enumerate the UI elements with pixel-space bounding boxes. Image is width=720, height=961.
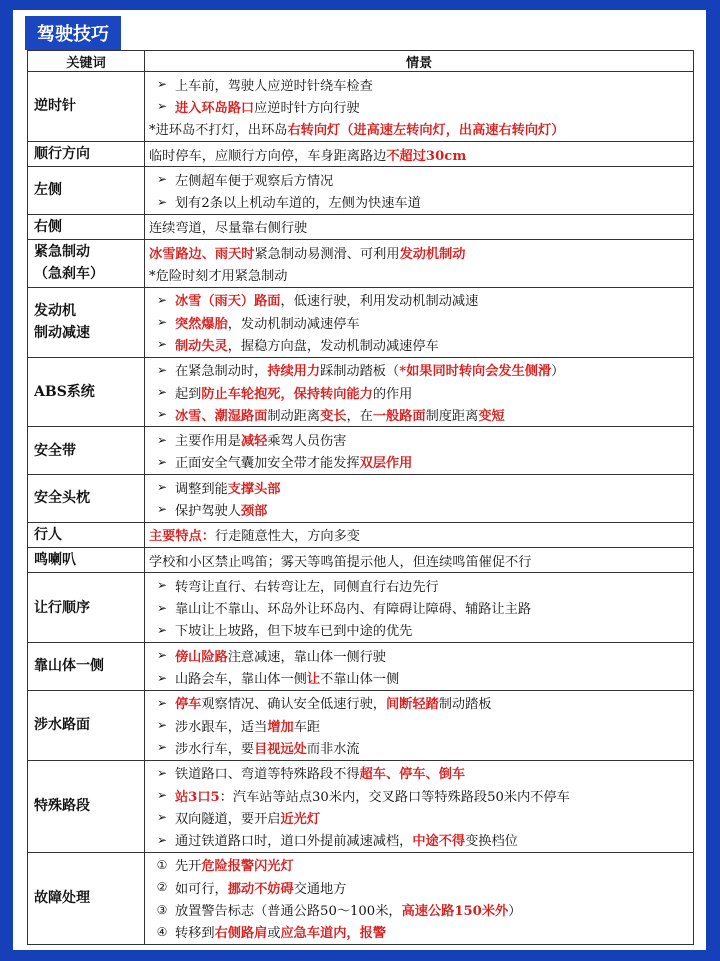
highlight-text: 间断轻踏 — [386, 697, 439, 713]
body-text: 转移到 — [175, 926, 215, 942]
keyword-cell — [28, 357, 145, 427]
scenario-cell — [145, 141, 694, 166]
body-text: 起到 — [175, 386, 202, 402]
scenario-line — [149, 762, 689, 784]
scenario-line — [149, 216, 689, 238]
keyword-label: 逆时针 — [34, 98, 76, 115]
highlight-text: 防止车轮抱死，保持转向能力 — [201, 386, 373, 402]
keyword-label: 故障处理 — [34, 890, 90, 907]
scenario-line — [149, 428, 689, 450]
body-text: 交通地方 — [293, 881, 347, 897]
body-text: 制动踏板 — [438, 697, 492, 713]
body-text: 主要作用是 — [175, 434, 241, 450]
scenario-line — [149, 498, 689, 520]
table-row — [28, 214, 694, 239]
arrow-bullet-icon: ➢ — [156, 670, 168, 685]
keyword-label: 左侧 — [34, 182, 62, 199]
section-title: 驾驶技巧 — [25, 16, 121, 50]
body-text: 保护驾驶人 — [175, 503, 241, 519]
highlight-text: 超车、停车、倒车 — [359, 767, 466, 783]
body-text: ，在 — [346, 408, 373, 424]
highlight-text: 冰雪路边、雨天时 — [149, 246, 255, 262]
scenario-line — [149, 806, 689, 828]
scenario-line — [149, 736, 689, 758]
scenario-line — [149, 476, 689, 498]
arrow-bullet-icon: ➢ — [156, 407, 168, 422]
highlight-text: 双层作用 — [359, 456, 413, 472]
keyword-label: 鸣喇叭 — [34, 552, 76, 569]
scenario-line — [149, 714, 689, 736]
body-text: 山路会车，靠山体一侧 — [175, 672, 307, 688]
scenario-cell — [145, 240, 694, 288]
number-marker: ① — [156, 857, 168, 872]
keyword-cell — [28, 214, 145, 239]
header-scenario: 情景 — [145, 51, 694, 72]
number-marker: ② — [156, 880, 168, 895]
body-text: ） — [551, 364, 565, 380]
keyword-label: 行人 — [34, 526, 62, 543]
highlight-text: 应急车道内，报警 — [280, 926, 386, 942]
highlight-text: 目视远处 — [254, 741, 307, 757]
highlight-text: 冰雪（雨天）路面 — [175, 294, 281, 310]
body-text: 的作用 — [372, 386, 413, 402]
body-text: 临时停车，应顺行方向停，车身距离路边 — [149, 148, 387, 164]
scenario-line — [149, 311, 689, 333]
highlight-text: 中途不得 — [412, 834, 466, 850]
scenario-line — [149, 73, 689, 95]
body-text: 划有2条以上机动车道的，左侧为快速车道 — [175, 196, 421, 212]
arrow-bullet-icon: ➢ — [156, 337, 168, 352]
body-text: 踩制动踏板（ — [320, 364, 400, 380]
body-text: 连续弯道，尽量靠右侧行驶 — [149, 221, 308, 237]
body-text: ：汽车站等站点30米内，交叉路口等特殊路段50米内不停车 — [219, 789, 570, 805]
highlight-text: 同时转向会发生侧滑 — [432, 364, 552, 380]
body-text: ，握稳方向盘，发动机制动减速停车 — [227, 338, 439, 354]
highlight-text: 危险报警闪光灯 — [201, 859, 294, 875]
body-text: 紧急制动易测滑、可利用 — [254, 246, 400, 262]
scenario-line — [149, 854, 689, 876]
scenario-cell — [145, 475, 694, 523]
highlight-text: 近光灯 — [280, 811, 321, 827]
keyword-cell — [28, 427, 145, 475]
keyword-label: 涉水路面 — [34, 717, 90, 734]
keyword-cell — [28, 141, 145, 166]
body-text: 乘驾人员伤害 — [267, 434, 347, 450]
scenario-cell — [145, 167, 694, 215]
scenario-cell — [145, 643, 694, 691]
arrow-bullet-icon: ➢ — [156, 622, 168, 637]
table-row — [28, 522, 694, 547]
highlight-text: 支撑头部 — [227, 481, 281, 497]
number-marker: ③ — [156, 902, 168, 917]
scenario-cell — [145, 287, 694, 357]
scenario-line — [149, 190, 689, 212]
keyword-cell — [28, 287, 145, 357]
table-row — [28, 690, 694, 760]
scenario-cell — [145, 547, 694, 572]
body-text: 行走随意性大，方向多变 — [214, 529, 360, 545]
body-text: 双向隧道，要开启 — [175, 811, 281, 827]
body-text: 先开 — [175, 859, 202, 875]
keyword-cell — [28, 760, 145, 852]
body-text: 转弯让直行、右转弯让左，同侧直行右边先行 — [175, 579, 439, 595]
arrow-bullet-icon: ➢ — [156, 578, 168, 593]
scenario-line — [149, 118, 689, 140]
highlight-text: 站3口5 — [175, 789, 220, 805]
highlight-text: 进入环岛路口 — [175, 100, 255, 116]
arrow-bullet-icon: ➢ — [156, 765, 168, 780]
scenario-line — [149, 403, 689, 425]
highlight-text: 制动失灵 — [175, 338, 228, 354]
number-marker: ④ — [156, 924, 168, 939]
body-text: 如可行， — [175, 881, 228, 897]
body-text: 调整到能 — [175, 481, 228, 497]
body-text: 下坡让上坡路，但下坡车已到中途的优先 — [175, 624, 413, 640]
arrow-bullet-icon: ➢ — [156, 77, 168, 92]
keyword-label: 右侧 — [34, 218, 62, 235]
body-text: 涉水行车，要 — [175, 741, 255, 757]
keyword-cell — [28, 573, 145, 643]
body-text: 放置警告标志（普通公路50～100米， — [175, 904, 402, 920]
keyword-cell — [28, 167, 145, 215]
tips-table — [27, 50, 694, 945]
table-row — [28, 167, 694, 215]
scenario-line — [149, 451, 689, 473]
scenario-line — [149, 692, 689, 714]
arrow-bullet-icon: ➢ — [156, 480, 168, 495]
scenario-line — [149, 644, 689, 666]
scenario-line — [149, 263, 689, 285]
body-text: *危险时刻才用紧急制动 — [149, 269, 288, 285]
body-text: 学校和小区禁止鸣笛；雾天等鸣笛提示他人，但连续鸣笛催促不行 — [149, 554, 532, 570]
scenario-line — [149, 597, 689, 619]
arrow-bullet-icon: ➢ — [156, 292, 168, 307]
scenario-line — [149, 574, 689, 596]
table-row — [28, 547, 694, 572]
arrow-bullet-icon: ➢ — [156, 810, 168, 825]
table-row — [28, 427, 694, 475]
highlight-text: 冰雪、潮湿路面 — [175, 408, 268, 424]
scenario-line — [149, 549, 689, 571]
arrow-bullet-icon: ➢ — [156, 718, 168, 733]
highlight-text: 停车 — [175, 697, 202, 713]
highlight-text: *如果 — [399, 364, 433, 380]
scenario-line — [149, 143, 689, 165]
scenario-cell — [145, 522, 694, 547]
body-text: 车距 — [293, 719, 321, 735]
scenario-line — [149, 876, 689, 898]
scenario-line — [149, 168, 689, 190]
highlight-text: 突然爆胎 — [175, 316, 228, 332]
keyword-label: 紧急制动 — [34, 244, 90, 261]
keyword-cell — [28, 643, 145, 691]
keyword-label: 靠山体一侧 — [34, 658, 104, 675]
highlight-text: 傍山险路 — [175, 649, 228, 665]
keyword-label: 发动机 — [34, 303, 76, 320]
scenario-line — [149, 333, 689, 355]
table-row — [28, 852, 694, 944]
table-row — [28, 141, 694, 166]
scenario-cell — [145, 72, 694, 142]
scenario-line — [149, 619, 689, 641]
scenario-line — [149, 241, 689, 263]
highlight-text: 让 — [306, 672, 321, 688]
highlight-text: 颈部 — [240, 503, 268, 519]
body-text: 而非水流 — [306, 741, 360, 757]
body-text: 左侧超车便于观察后方情况 — [175, 173, 334, 189]
keyword-cell — [28, 240, 145, 288]
arrow-bullet-icon: ➢ — [156, 502, 168, 517]
highlight-text: 高速公路150米外 — [401, 904, 509, 920]
table-header-row — [28, 51, 694, 72]
highlight-text: 减轻 — [240, 434, 268, 450]
highlight-text: 增加 — [267, 719, 294, 735]
body-text: 或 — [267, 926, 281, 942]
scenario-cell — [145, 357, 694, 427]
scenario-line — [149, 666, 689, 688]
arrow-bullet-icon: ➢ — [156, 600, 168, 615]
scenario-cell — [145, 214, 694, 239]
arrow-bullet-icon: ➢ — [156, 648, 168, 663]
keyword-cell — [28, 547, 145, 572]
table-row — [28, 287, 694, 357]
keyword-label: 顺行方向 — [34, 146, 90, 163]
table-row — [28, 72, 694, 142]
body-text: 不靠山体一侧 — [320, 672, 400, 688]
body-text: *进环岛不打灯，出环岛 — [149, 123, 288, 139]
arrow-bullet-icon: ➢ — [156, 832, 168, 847]
scenario-cell — [145, 690, 694, 760]
table-row — [28, 240, 694, 288]
body-text: 涉水跟车，适当 — [175, 719, 268, 735]
arrow-bullet-icon: ➢ — [156, 385, 168, 399]
arrow-bullet-icon: ➢ — [156, 194, 168, 209]
keyword-label: 安全头枕 — [34, 490, 90, 507]
scenario-line — [149, 95, 689, 117]
keyword-cell — [28, 522, 145, 547]
body-text: 制度距离 — [425, 408, 479, 424]
scenario-line — [149, 359, 689, 381]
highlight-text: 持续用力 — [267, 364, 321, 380]
keyword-cell — [28, 690, 145, 760]
body-text: 靠山让不靠山、环岛外让环岛内、有障碍让障碍、辅路让主路 — [175, 602, 532, 618]
highlight-text: 右转向灯（进高速左转向灯，出高速右转向灯） — [287, 123, 565, 139]
arrow-bullet-icon: ➢ — [156, 172, 168, 187]
keyword-label: 特殊路段 — [34, 798, 90, 815]
body-text: 通过铁道路口时，道口外提前减速减档， — [175, 834, 413, 850]
table-row — [28, 475, 694, 523]
arrow-bullet-icon: ➢ — [156, 362, 168, 377]
header-keyword: 关键词 — [28, 51, 145, 72]
scenario-cell — [145, 760, 694, 852]
scenario-line — [149, 829, 689, 851]
body-text: 变换档位 — [465, 834, 518, 850]
scenario-line — [149, 921, 689, 943]
keyword-label: 安全带 — [34, 442, 76, 459]
highlight-text: 变短 — [478, 408, 505, 424]
body-text: ，低速行驶，利用发动机制动减速 — [280, 294, 479, 310]
arrow-bullet-icon: ➢ — [156, 432, 168, 447]
scenario-line — [149, 898, 689, 920]
body-text: 上车前，驾驶人应逆时针绕车检查 — [175, 78, 373, 94]
body-text: ） — [508, 904, 522, 920]
highlight-text: 发动机制动 — [399, 246, 466, 262]
body-text: 制动距离 — [267, 408, 321, 424]
content-card — [13, 10, 706, 950]
body-text: 注意减速，靠山体一侧行驶 — [227, 649, 386, 665]
body-text: 正面安全气囊加安全带才能发挥 — [175, 456, 360, 472]
arrow-bullet-icon: ➢ — [156, 788, 168, 803]
arrow-bullet-icon: ➢ — [156, 695, 168, 710]
body-text: 应逆时针方向行驶 — [254, 100, 360, 116]
table-row — [28, 573, 694, 643]
body-text: 铁道路口、弯道等特殊路段不得 — [175, 767, 360, 783]
scenario-line — [149, 784, 689, 806]
table-row — [28, 643, 694, 691]
keyword-cell — [28, 72, 145, 142]
scenario-cell — [145, 852, 694, 944]
arrow-bullet-icon: ➢ — [156, 454, 168, 469]
scenario-line — [149, 289, 689, 311]
highlight-text: 右侧路肩 — [214, 926, 268, 942]
highlight-text: 挪动不妨碍 — [227, 881, 294, 897]
scenario-cell — [145, 573, 694, 643]
keyword-cell — [28, 475, 145, 523]
keyword-label: （急刹车） — [34, 266, 104, 283]
keyword-label: 让行顺序 — [34, 599, 90, 616]
keyword-label: ABS系统 — [34, 384, 95, 400]
arrow-bullet-icon: ➢ — [156, 315, 168, 330]
table-row — [28, 760, 694, 852]
scenario-line — [149, 381, 689, 403]
table-row — [28, 357, 694, 427]
highlight-text: 变长 — [320, 408, 347, 424]
highlight-text: 不超过30cm — [386, 148, 467, 164]
arrow-bullet-icon: ➢ — [156, 740, 168, 755]
scenario-line — [149, 524, 689, 546]
highlight-text: 主要特点： — [149, 529, 215, 545]
scenario-cell — [145, 427, 694, 475]
body-text: ，发动机制动减速停车 — [227, 316, 360, 332]
arrow-bullet-icon: ➢ — [156, 99, 168, 114]
keyword-label: 制动减速 — [34, 325, 90, 342]
highlight-text: 一般路面 — [372, 408, 426, 424]
body-text: 在紧急制动时， — [175, 364, 268, 380]
keyword-cell — [28, 852, 145, 944]
body-text: 观察情况、确认安全低速行驶， — [201, 697, 386, 713]
